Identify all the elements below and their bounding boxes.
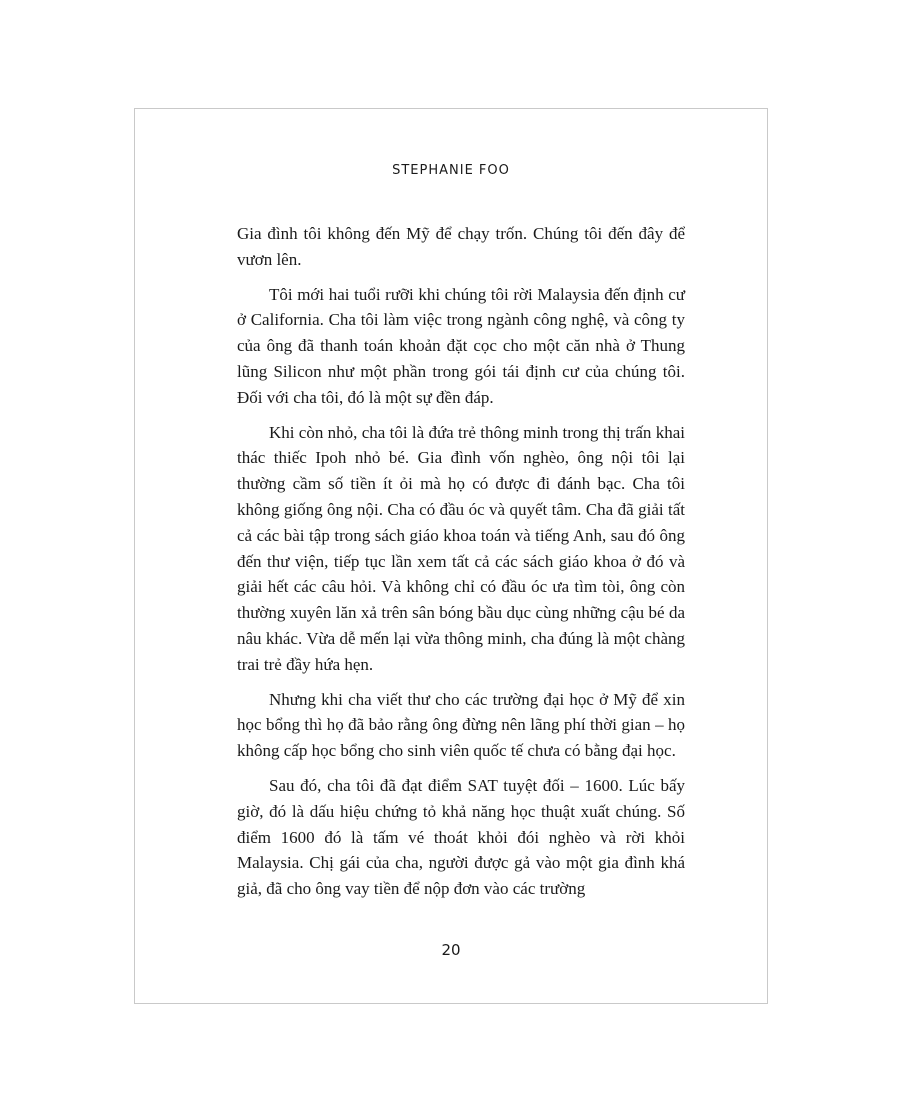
paragraph: Khi còn nhỏ, cha tôi là đứa trẻ thông minh trong thị trấn khai thác thiếc Ipoh nhỏ bé. Gia đình vốn nghèo, ông nội tôi lại thường cầm số tiền ít ỏi mà họ có được đi đánh bạc. Cha tôi không giống ông nội. Cha có đầu óc và quyết tâm. Cha đã giải tất cả các bài tập trong sách giáo khoa toán và tiếng Anh, sau đó ông đến thư viện, tiếp tục lần xem tất cả các sách giáo khoa ở đó và giải hết các câu hỏi. Và không chỉ có đầu óc ưa tìm tòi, ông còn thường xuyên lăn xả trên sân bóng bầu dục cùng những cậu bé da nâu khác. Vừa dễ mến lại vừa thông minh, cha đúng là một chàng trai trẻ đầy hứa hẹn. (237, 422, 685, 674)
paragraph: Sau đó, cha tôi đã đạt điểm SAT tuyệt đối – 1600. Lúc bấy giờ, đó là dấu hiệu chứng tỏ khả năng học thuật xuất chúng. Số điểm 1600 đó là tấm vé thoát khỏi đói nghèo và rời khỏi Malaysia. Chị gái của cha, người được gả vào một gia đình khá giả, đã cho ông vay tiền để nộp đơn vào các trường (237, 775, 685, 899)
page-number: 20 (441, 941, 461, 959)
body-text (237, 221, 685, 902)
paragraph: Gia đình tôi không đến Mỹ để chạy trốn. Chúng tôi đến đây để vươn lên. (237, 224, 685, 269)
paragraph: Tôi mới hai tuổi rưỡi khi chúng tôi rời Malaysia đến định cư ở California. Cha tôi làm việc trong ngành công nghệ, và công ty của ông đã thanh toán khoản đặt cọc cho một căn nhà ở Thung lũng Silicon như một phần trong gói tái định cư của chúng tôi. Đối với cha tôi, đó là một sự đền đáp. (237, 284, 685, 407)
book-page (134, 108, 768, 1004)
paragraph: Nhưng khi cha viết thư cho các trường đại học ở Mỹ để xin học bổng thì họ đã bảo rằng ông đừng nên lãng phí thời gian – họ không cấp học bổng cho sinh viên quốc tế chưa có bằng đại học. (237, 689, 685, 761)
running-head: STEPHANIE FOO (392, 163, 510, 178)
